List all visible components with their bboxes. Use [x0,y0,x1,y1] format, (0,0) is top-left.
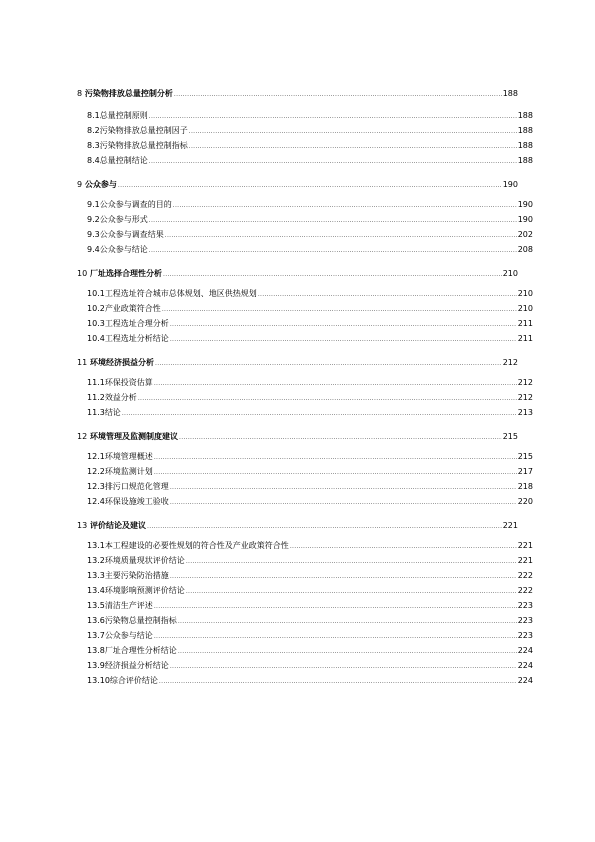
toc-entry-title [87,630,153,642]
toc-section-entry[interactable] [87,110,533,122]
toc-page-number: 224 [517,676,533,685]
dot-leader [154,452,517,464]
toc-page-number: 215 [517,452,533,461]
toc-page-number: 222 [517,586,533,595]
dot-leader [118,180,502,192]
dot-leader [154,631,517,643]
dot-leader [170,482,517,494]
toc-page-number: 188 [517,141,533,150]
toc-entry-title [87,570,169,582]
toc-entry-label: 厂址合理性分析结论 [104,646,177,655]
toc-entry-label: 厂址选择合理性分析 [89,269,162,278]
toc-entry-label: 总量控制结论 [99,156,148,165]
dot-leader [170,319,517,331]
toc-section-entry[interactable] [87,125,533,137]
toc-section-entry[interactable] [87,555,533,567]
toc-section-entry[interactable] [87,199,533,211]
dot-leader [290,541,517,553]
toc-entry-number: 10.1 [87,289,105,298]
toc-page-number: 188 [502,89,518,98]
dot-leader [122,408,517,420]
toc-entry-label: 公众参与调查的目的 [99,200,172,209]
toc-section-entry[interactable] [87,303,533,315]
toc-entry-title [87,125,188,137]
toc-entry-number: 9.2 [87,215,100,224]
toc-entry-label: 公众参与结论 [104,631,153,640]
toc-entry-title [77,88,173,100]
dot-leader [159,676,517,688]
toc-page-number: 190 [502,180,518,189]
dot-leader [178,616,517,628]
toc-section-entry[interactable] [87,155,533,167]
toc-page-number: 221 [517,556,533,565]
toc-entry-label: 环境管理概述 [104,452,153,461]
toc-entry-title [87,155,148,167]
toc-section-entry[interactable] [87,585,533,597]
toc-section-entry[interactable] [87,481,533,493]
toc-page-number: 210 [517,304,533,313]
toc-entry-title [87,303,161,315]
toc-entry-number: 12.1 [87,452,105,461]
toc-entry-number: 13.1 [87,541,105,550]
toc-entry-number: 11.3 [87,408,105,417]
toc-entry-number: 9 [77,180,83,189]
toc-chapter-entry[interactable] [77,520,518,532]
toc-section-entry[interactable] [87,333,533,345]
toc-entry-number: 13.10 [87,676,110,685]
toc-entry-title [77,520,146,532]
toc-entry-number: 13.9 [87,661,105,670]
toc-entry-number: 13.4 [87,586,105,595]
toc-page-number: 211 [517,319,533,328]
toc-page-number: 202 [517,230,533,239]
toc-entry-number: 13.3 [87,571,105,580]
toc-entry-label: 结论 [104,408,121,417]
toc-entry-title [87,615,177,627]
dot-leader [149,215,517,227]
toc-section-entry[interactable] [87,540,533,552]
toc-entry-title [87,229,164,241]
toc-entry-title [77,357,154,369]
toc-entry-number: 12 [77,432,88,441]
dot-leader [189,126,517,138]
toc-entry-number: 12.4 [87,497,105,506]
toc-entry-title [87,140,188,152]
toc-section-entry[interactable] [87,392,533,404]
toc-entry-label: 工程选址合理分析 [104,319,169,328]
toc-entry-number: 13.7 [87,631,105,640]
toc-entry-title [87,392,137,404]
toc-entry-title [87,199,172,211]
toc-entry-title [87,451,153,463]
dot-leader [165,230,517,242]
toc-entry-label: 效益分析 [104,393,137,402]
toc-entry-number: 10 [77,269,88,278]
toc-chapter-entry[interactable] [77,179,518,191]
dot-leader [149,245,517,257]
toc-entry-label: 环保设施竣工验收 [104,497,169,506]
dot-leader [170,571,517,583]
dot-leader [147,521,502,533]
toc-chapter-entry[interactable] [77,431,518,443]
toc-entry-number: 13.8 [87,646,105,655]
toc-section-entry[interactable] [87,660,533,672]
dot-leader [178,646,517,658]
dot-leader [155,358,502,370]
toc-page-number: 215 [502,432,518,441]
dot-leader [162,304,517,316]
toc-entry-label: 环境监测计划 [104,467,153,476]
toc-entry-title [87,214,148,226]
toc-page-number: 190 [517,200,533,209]
toc-entry-title [87,496,169,508]
toc-page-number: 208 [517,245,533,254]
toc-chapter-entry[interactable] [77,88,518,100]
toc-page-number: 213 [517,408,533,417]
toc-page-number: 188 [517,111,533,120]
toc-entry-label: 环境影响预测评价结论 [104,586,185,595]
dot-leader [154,378,517,390]
toc-entry-label: 环境质量现状评价结论 [104,556,185,565]
toc-entry-title [87,110,148,122]
dot-leader [174,89,502,101]
dot-leader [149,156,517,168]
toc-entry-title [87,466,153,478]
toc-page-number: 224 [517,646,533,655]
toc-section-entry[interactable] [87,140,533,152]
toc-section-entry[interactable] [87,496,533,508]
toc-chapter-entry[interactable] [77,357,518,369]
toc-entry-number: 13 [77,521,88,530]
toc-entry-number: 9.3 [87,230,100,239]
toc-entry-label: 主要污染防治措施 [104,571,169,580]
toc-entry-title [87,585,185,597]
toc-entry-number: 11.2 [87,393,105,402]
toc-entry-label: 环境经济损益分析 [89,358,154,367]
toc-entry-number: 8.4 [87,156,100,165]
toc-entry-label: 本工程建设的必要性规划的符合性及产业政策符合性 [104,541,289,550]
toc-entry-label: 工程选址分析结论 [104,334,169,343]
toc-section-entry[interactable] [87,675,533,687]
toc-chapter-entry[interactable] [77,268,518,280]
toc-entry-number: 10.4 [87,334,105,343]
toc-page-number: 212 [517,378,533,387]
toc-entry-label: 污染物排放总量控制因子 [99,126,188,135]
toc-entry-title [87,481,169,493]
toc-entry-number: 8.3 [87,141,100,150]
toc-page-number: 190 [517,215,533,224]
toc-entry-title [87,540,289,552]
toc-section-entry[interactable] [87,244,533,256]
toc-page-number: 223 [517,631,533,640]
toc-entry-title [77,179,117,191]
toc-section-entry[interactable] [87,645,533,657]
dot-leader [189,141,517,153]
toc-entry-title [87,288,257,300]
toc-entry-number: 8 [77,89,83,98]
toc-section-entry[interactable] [87,318,533,330]
toc-page-number: 220 [517,497,533,506]
toc-entry-title [77,431,178,443]
dot-leader [154,467,517,479]
toc-entry-label: 污染物排放总量控制分析 [84,89,173,98]
toc-entry-title [87,318,169,330]
toc-section-entry[interactable] [87,407,533,419]
dot-leader [186,586,517,598]
toc-section-entry[interactable] [87,214,533,226]
toc-entry-title [87,244,148,256]
toc-entry-label: 总量控制原则 [99,111,148,120]
toc-entry-number: 12.3 [87,482,105,491]
toc-entry-label: 综合评价结论 [109,676,158,685]
toc-entry-label: 清洁生产评述 [104,601,153,610]
toc-entry-number: 9.1 [87,200,100,209]
toc-entry-label: 排污口规范化管理 [104,482,169,491]
toc-section-entry[interactable] [87,615,533,627]
toc-entry-label: 公众参与 [84,180,117,189]
toc-entry-number: 12.2 [87,467,105,476]
dot-leader [170,497,517,509]
toc-entry-label: 评价结论及建议 [89,521,146,530]
toc-entry-number: 13.6 [87,616,105,625]
toc-page-number: 188 [517,126,533,135]
toc-entry-title [87,333,169,345]
toc-entry-label: 环保投资估算 [104,378,153,387]
toc-entry-number: 11 [77,358,88,367]
dot-leader [179,432,502,444]
toc-page-number: 218 [517,482,533,491]
dot-leader [138,393,517,405]
dot-leader [186,556,517,568]
toc-entry-label: 经济损益分析结论 [104,661,169,670]
dot-leader [258,289,517,301]
toc-entry-label: 公众参与形式 [99,215,148,224]
toc-page-number: 211 [517,334,533,343]
toc-entry-title [87,377,153,389]
dot-leader [154,601,517,613]
toc-entry-title [87,645,177,657]
toc-page-number: 221 [502,521,518,530]
toc-entry-number: 10.3 [87,319,105,328]
toc-entry-label: 环境管理及监测制度建议 [89,432,178,441]
toc-entry-label: 公众参与结论 [99,245,148,254]
toc-section-entry[interactable] [87,466,533,478]
toc-entry-label: 污染物总量控制指标 [104,616,177,625]
toc-section-entry[interactable] [87,451,533,463]
toc-section-entry[interactable] [87,570,533,582]
toc-section-entry[interactable] [87,377,533,389]
toc-section-entry[interactable] [87,229,533,241]
toc-page-number: 223 [517,601,533,610]
toc-entry-number: 8.1 [87,111,100,120]
toc-entry-title [87,600,153,612]
dot-leader [163,269,502,281]
toc-page-number: 224 [517,661,533,670]
toc-entry-label: 工程选址符合城市总体规划、地区供热规划 [104,289,257,298]
toc-entry-number: 10.2 [87,304,105,313]
toc-page-number: 188 [517,156,533,165]
toc-page-number: 210 [517,289,533,298]
toc-section-entry[interactable] [87,630,533,642]
toc-page-number: 210 [502,269,518,278]
toc-page-number: 212 [502,358,518,367]
dot-leader [173,200,517,212]
toc-entry-label: 产业政策符合性 [104,304,161,313]
toc-page-number: 212 [517,393,533,402]
toc-entry-number: 9.4 [87,245,100,254]
toc-page-number: 223 [517,616,533,625]
toc-entry-title [77,268,162,280]
toc-entry-label: 公众参与调查结果 [99,230,164,239]
toc-entry-title [87,675,158,687]
dot-leader [170,661,517,673]
toc-entry-number: 8.2 [87,126,100,135]
toc-section-entry[interactable] [87,288,533,300]
toc-page-number: 217 [517,467,533,476]
dot-leader [149,111,517,123]
toc-entry-title [87,407,121,419]
toc-entry-title [87,555,185,567]
toc-entry-label: 污染物排放总量控制指标 [99,141,188,150]
toc-page-number: 221 [517,541,533,550]
toc-entry-number: 13.5 [87,601,105,610]
toc-entry-number: 11.1 [87,378,105,387]
toc-entry-number: 13.2 [87,556,105,565]
toc-page-number: 222 [517,571,533,580]
toc-entry-title [87,660,169,672]
toc-section-entry[interactable] [87,600,533,612]
dot-leader [170,334,517,346]
